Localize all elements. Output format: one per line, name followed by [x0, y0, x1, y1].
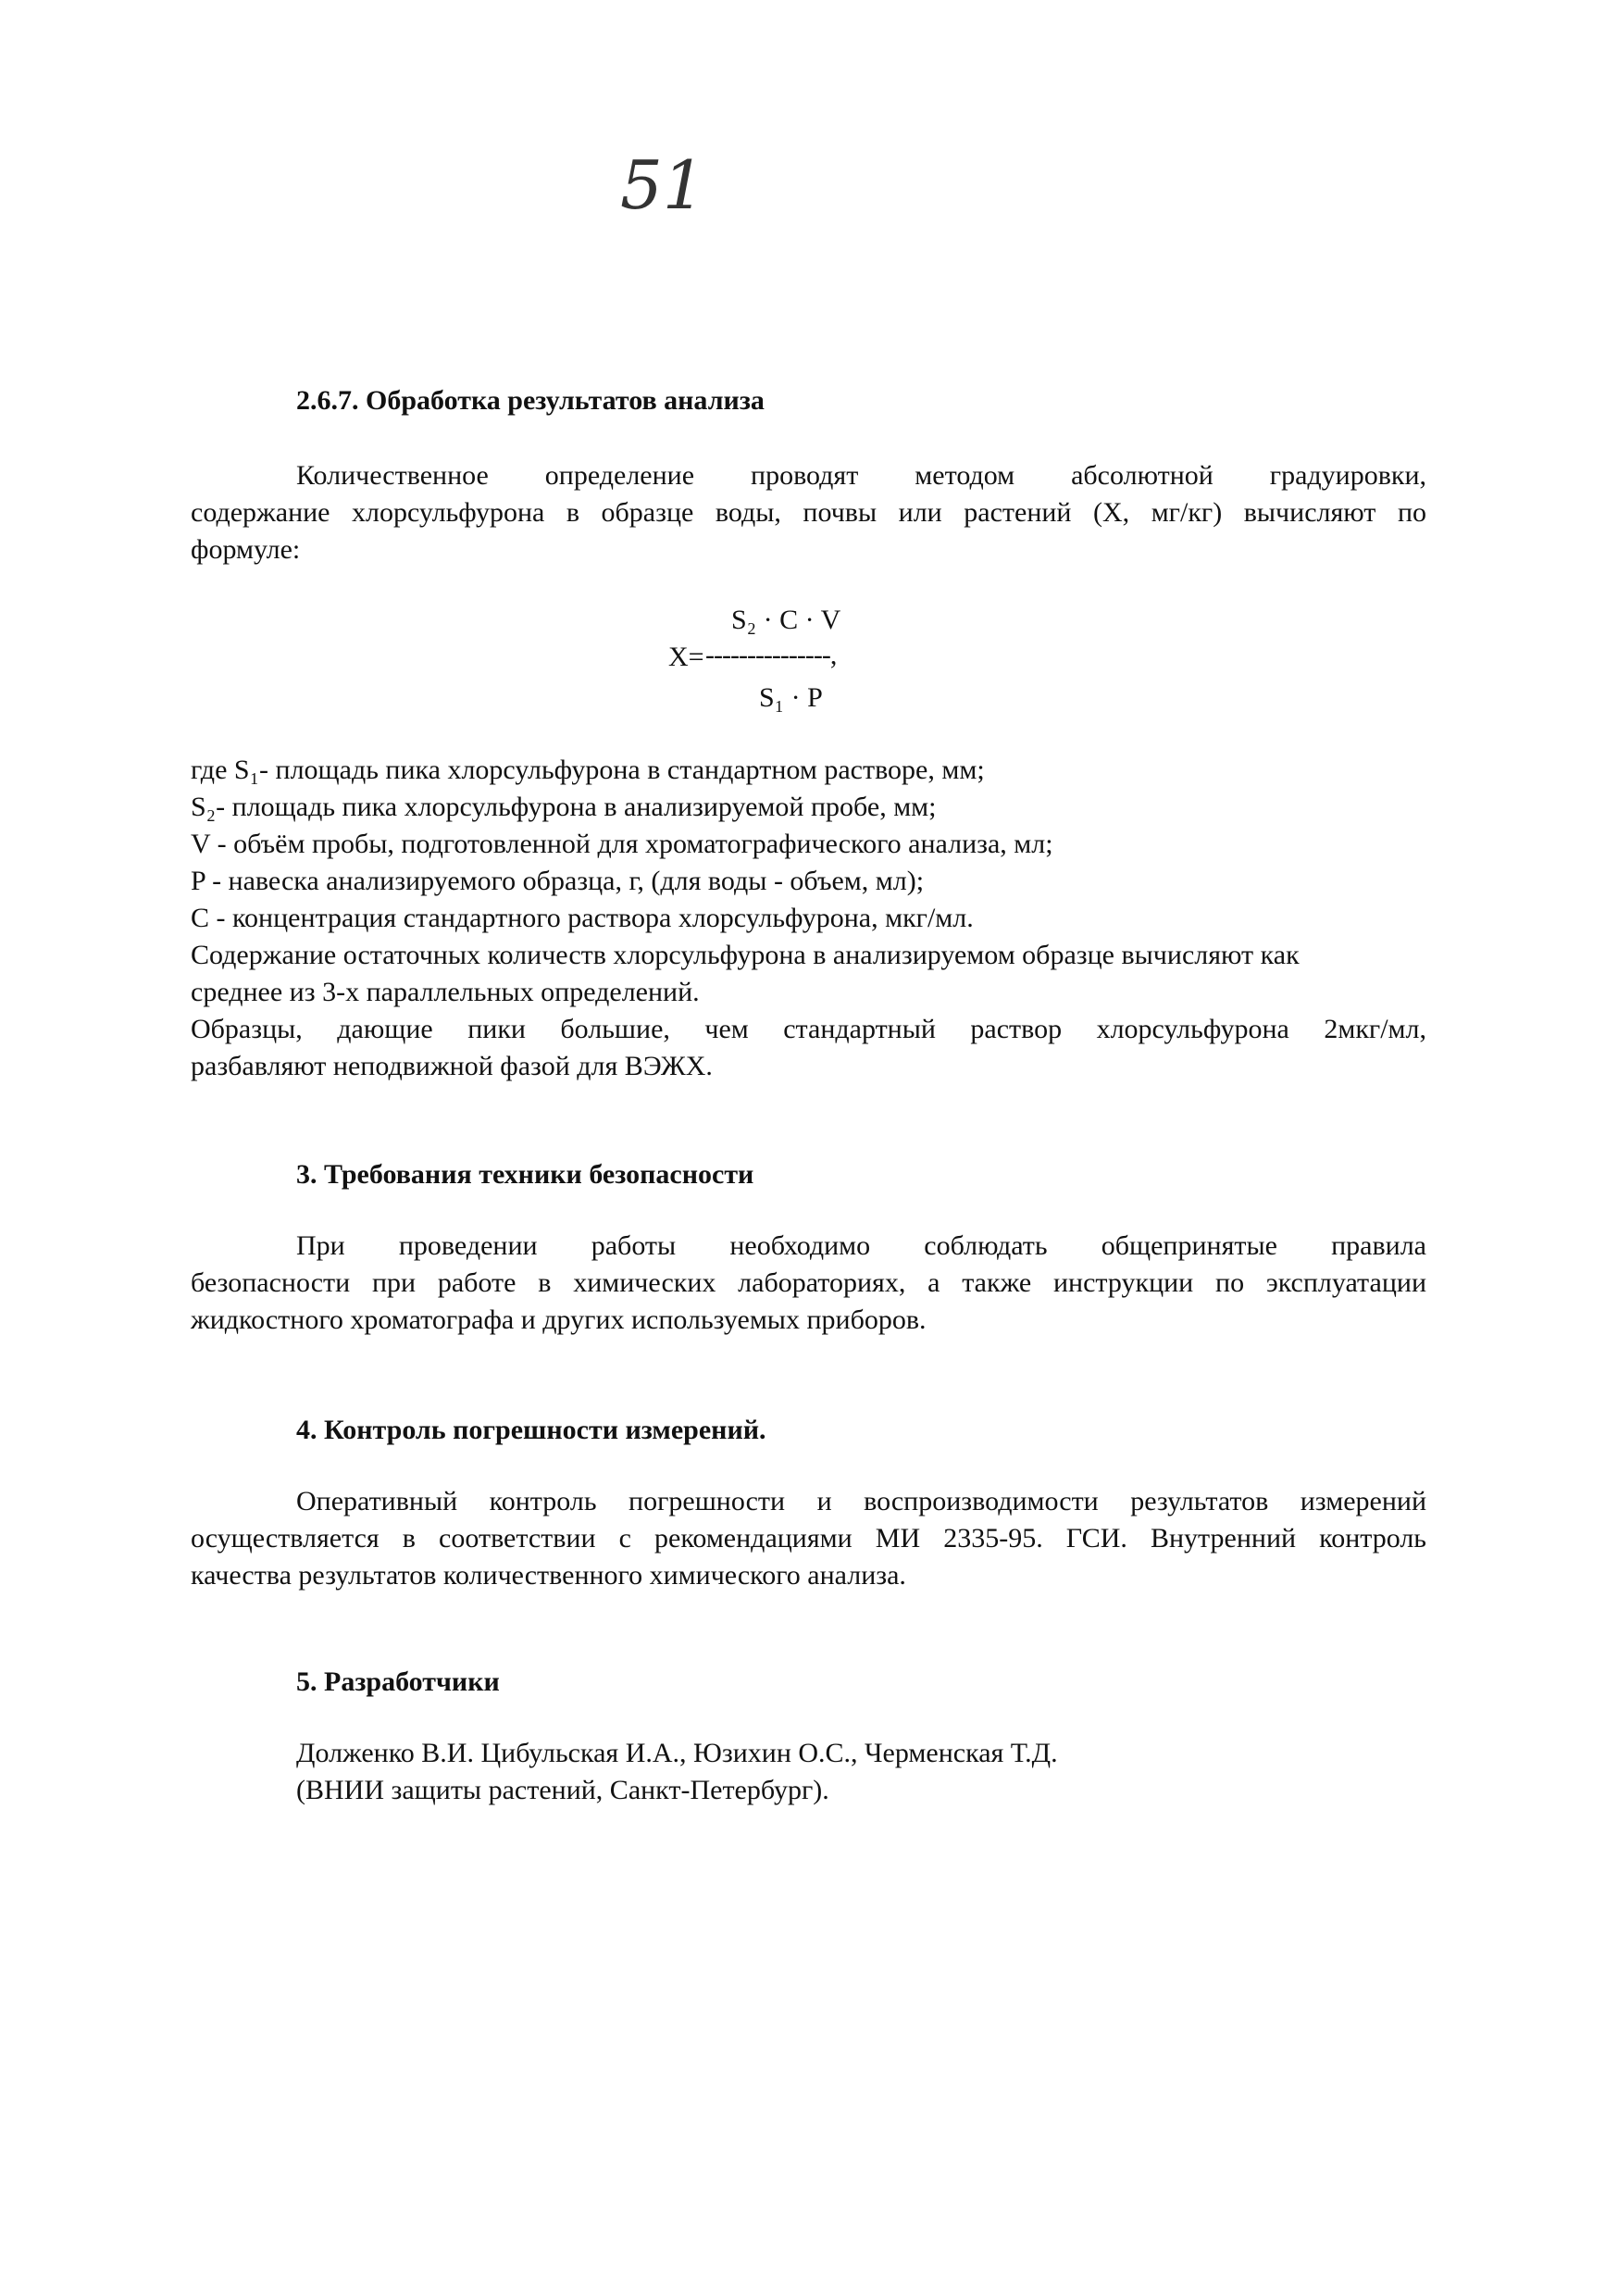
intro-line-3: формуле:: [191, 534, 301, 565]
average-line-1: Содержание остаточных количеств хлорсульфурона в анализируемом образце вычисляют как: [191, 940, 1300, 970]
formula-denominator: S₁ · P: [759, 682, 823, 713]
safety-line-1: При проведении работы необходимо соблюдать общепринятые правила: [296, 1230, 1426, 1261]
average-line-2: среднее из 3-х параллельных определений.: [191, 977, 700, 1007]
definition-s2: S₂- площадь пика хлорсульфурона в анализируемой пробе, мм;: [191, 792, 937, 822]
dilution-line-1: Образцы, дающие пики большие, чем стандартный раствор хлорсульфурона 2мкг/мл,: [191, 1014, 1426, 1044]
formula-lhs: X=: [668, 642, 704, 672]
developers-names: Долженко В.И. Цибульская И.А., Юзихин О.С., Черменская Т.Д.: [296, 1738, 1058, 1768]
page-number: 51: [620, 146, 705, 224]
developers-affiliation: (ВНИИ защиты растений, Санкт-Петербург).: [296, 1775, 829, 1805]
formula-trailing-comma: ,: [829, 640, 838, 670]
definition-p: P - навеска анализируемого образца, г, (для воды - объем, мл);: [191, 866, 925, 896]
section-267-heading: 2.6.7. Обработка результатов анализа: [296, 385, 765, 416]
intro-line-2: содержание хлорсульфурона в образце воды, почвы или растений (X, мг/кг) вычисляют по: [191, 497, 1426, 528]
safety-line-3: жидкостного хроматографа и других используемых приборов.: [191, 1304, 927, 1335]
definition-v: V - объём пробы, подготовленной для хроматографического анализа, мл;: [191, 829, 1053, 859]
safety-line-2: безопасности при работе в химических лабораториях, а также инструкции по эксплуатации: [191, 1267, 1426, 1298]
dilution-line-2: разбавляют неподвижной фазой для ВЭЖХ.: [191, 1051, 713, 1081]
section-4-heading: 4. Контроль погрешности измерений.: [296, 1415, 766, 1445]
section-3-heading: 3. Требования техники безопасности: [296, 1159, 754, 1190]
control-line-1: Оперативный контроль погрешности и воспроизводимости результатов измерений: [296, 1486, 1426, 1516]
section-5-heading: 5. Разработчики: [296, 1666, 500, 1697]
formula-numerator: S₂ · C · V: [731, 605, 841, 635]
control-line-2: осуществляется в соответствии с рекомендациями МИ 2335-95. ГСИ. Внутренний контроль: [191, 1523, 1426, 1554]
definition-s1: где S₁- площадь пика хлорсульфурона в стандартном растворе, мм;: [191, 755, 985, 785]
formula-fraction-bar: [705, 639, 837, 672]
intro-line-1: Количественное определение проводят методом абсолютной градуировки,: [296, 460, 1426, 491]
definition-c: C - концентрация стандартного раствора хлорсульфурона, мкг/мл.: [191, 903, 974, 933]
formula-bar-dashes: ---------------: [705, 640, 830, 670]
control-line-3: качества результатов количественного химического анализа.: [191, 1560, 906, 1591]
